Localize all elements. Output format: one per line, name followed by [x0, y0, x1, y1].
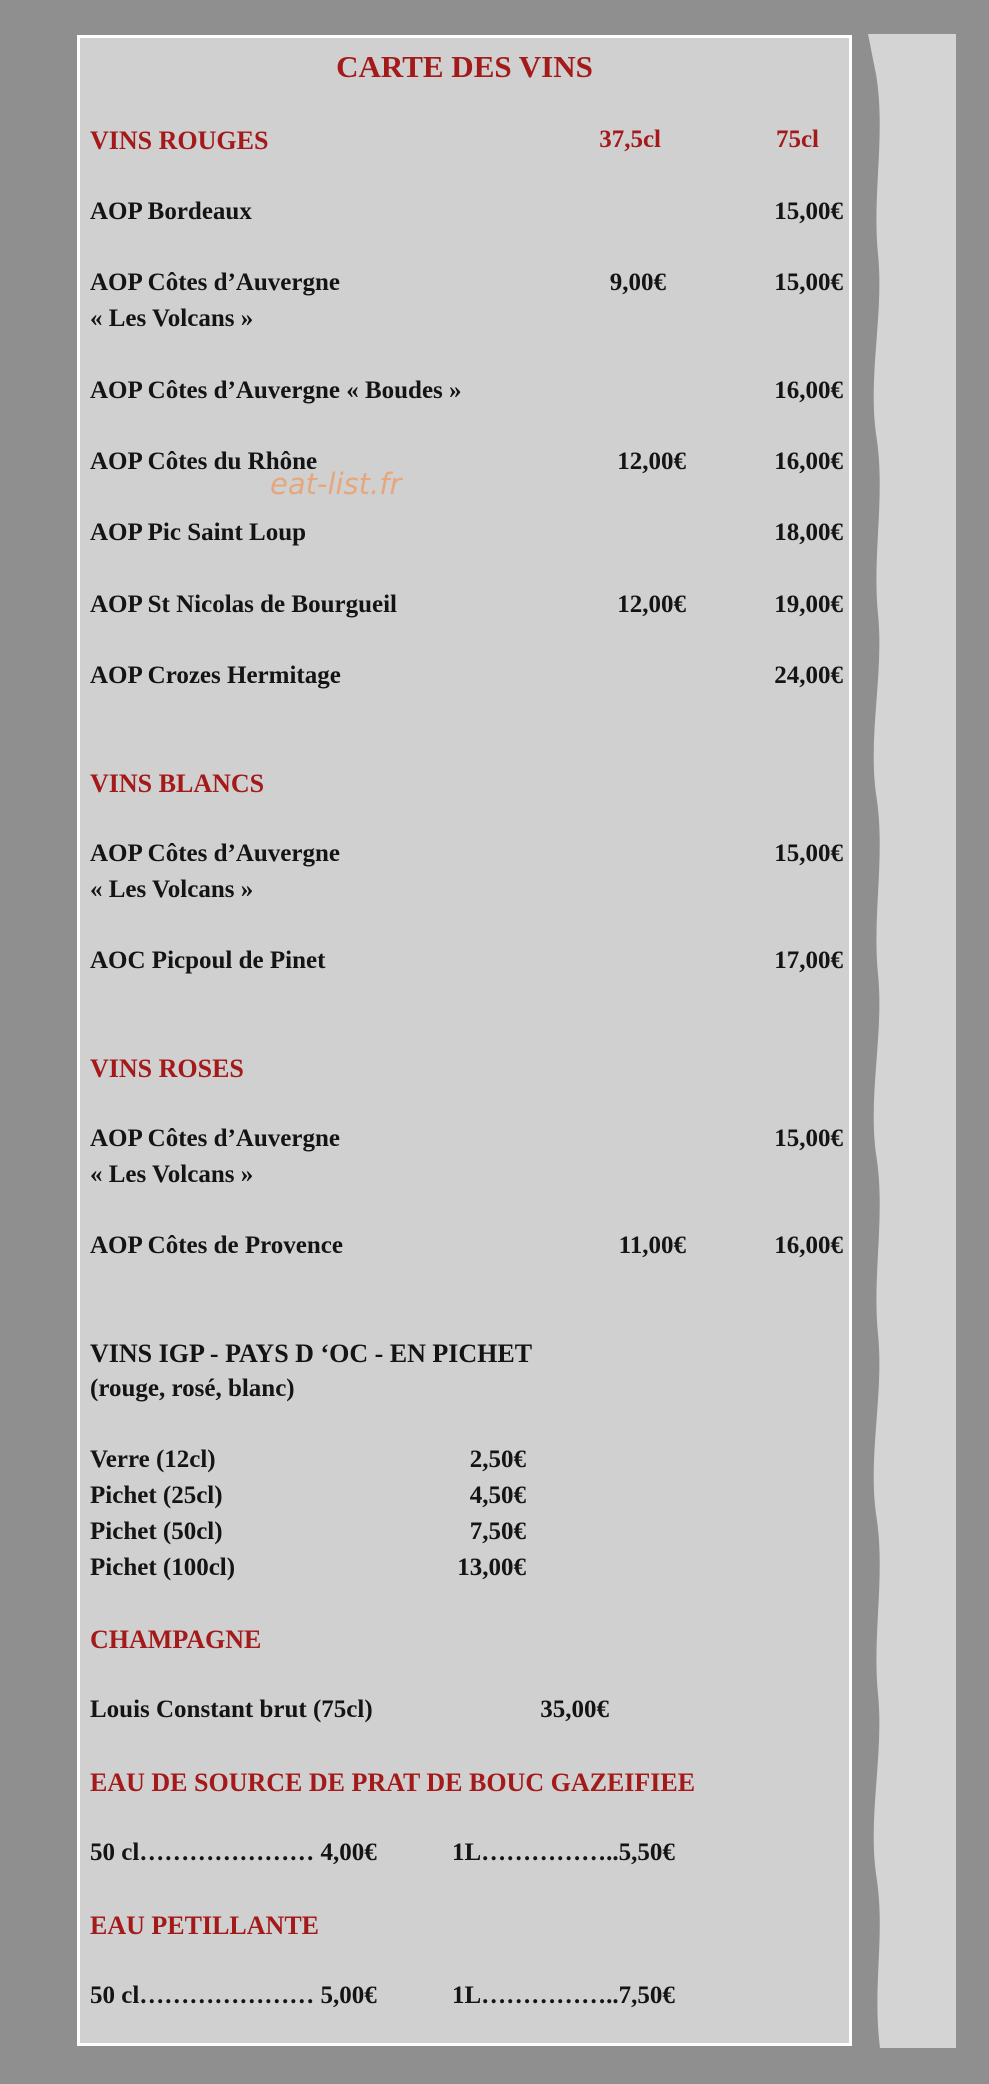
price-75cl: 19,00€: [774, 591, 843, 618]
price-75cl: 18,00€: [774, 519, 843, 546]
wine-name-detail: « Les Volcans »: [90, 305, 254, 332]
price-37-5cl: 12,00€: [617, 591, 686, 618]
price-75cl: 15,00€: [774, 269, 843, 296]
pichet-size: Pichet (25cl): [90, 1482, 223, 1509]
price-75cl: 24,00€: [774, 662, 843, 689]
wine-name: AOP St Nicolas de Bourgueil: [90, 591, 397, 618]
price-75cl: 15,00€: [774, 198, 843, 225]
pichet-subheading: (rouge, rosé, blanc): [90, 1375, 295, 1402]
pichet-price: 7,50€: [469, 1518, 526, 1545]
pichet-size: Verre (12cl): [90, 1446, 216, 1473]
wine-name: AOP Côtes de Provence: [90, 1232, 343, 1259]
pichet-size: Pichet (100cl): [90, 1554, 236, 1581]
price-75cl: 16,00€: [774, 448, 843, 475]
section-heading-champagne: CHAMPAGNE: [90, 1625, 262, 1654]
wine-menu-page: [77, 35, 852, 2046]
price-75cl: 15,00€: [774, 1125, 843, 1152]
wine-name-detail: « Les Volcans »: [90, 1161, 254, 1188]
price-75cl: 17,00€: [774, 947, 843, 974]
section-heading-roses: VINS ROSES: [90, 1054, 244, 1083]
eau-petillante-1l: 1L……………..7,50€: [452, 1982, 675, 2009]
price-75cl: 15,00€: [774, 840, 843, 867]
champagne-name: Louis Constant brut (75cl): [90, 1696, 373, 1723]
champagne-price: 35,00€: [540, 1696, 609, 1723]
watermark-logo: eat-list.fr: [270, 467, 402, 501]
menu-title: CARTE DES VINS: [336, 49, 593, 84]
wine-name: AOP Côtes d’Auvergne: [90, 1125, 340, 1152]
wine-name: AOP Pic Saint Loup: [90, 519, 307, 546]
wine-name: AOP Côtes d’Auvergne: [90, 269, 340, 296]
pichet-price: 4,50€: [469, 1482, 526, 1509]
wine-name-detail: « Les Volcans »: [90, 876, 254, 903]
column-header-75cl: 75cl: [775, 126, 819, 153]
wine-name: AOP Côtes du Rhône: [90, 448, 318, 475]
price-37-5cl: 9,00€: [609, 269, 666, 296]
section-heading-rouges: VINS ROUGES: [90, 126, 269, 155]
price-37-5cl: 12,00€: [617, 448, 686, 475]
pichet-price: 13,00€: [457, 1554, 526, 1581]
pichet-size: Pichet (50cl): [90, 1518, 223, 1545]
price-37-5cl: 11,00€: [618, 1232, 686, 1259]
wine-name: AOP Crozes Hermitage: [90, 662, 341, 689]
eau-source-50cl: 50 cl………………… 4,00€: [90, 1839, 377, 1866]
eau-source-1l: 1L……………..5,50€: [452, 1839, 675, 1866]
eau-petillante-50cl: 50 cl………………… 5,00€: [90, 1982, 377, 2009]
price-75cl: 16,00€: [774, 377, 843, 404]
wine-name: AOP Côtes d’Auvergne: [90, 840, 340, 867]
section-heading-eau-petillante: EAU PETILLANTE: [90, 1911, 319, 1940]
scroll-strip: [868, 34, 956, 2048]
pichet-price: 2,50€: [469, 1446, 526, 1473]
section-heading-eau-source: EAU DE SOURCE DE PRAT DE BOUC GAZEIFIEE: [90, 1768, 696, 1797]
wine-name: AOP Côtes d’Auvergne « Boudes »: [90, 377, 462, 404]
wine-name: AOP Bordeaux: [90, 198, 252, 225]
wine-name: AOC Picpoul de Pinet: [90, 947, 326, 974]
section-heading-blancs: VINS BLANCS: [90, 769, 265, 798]
column-header-37-5cl: 37,5cl: [599, 126, 661, 153]
section-heading-pichet: VINS IGP - PAYS D ‘OC - EN PICHET: [90, 1339, 533, 1368]
price-75cl: 16,00€: [774, 1232, 843, 1259]
